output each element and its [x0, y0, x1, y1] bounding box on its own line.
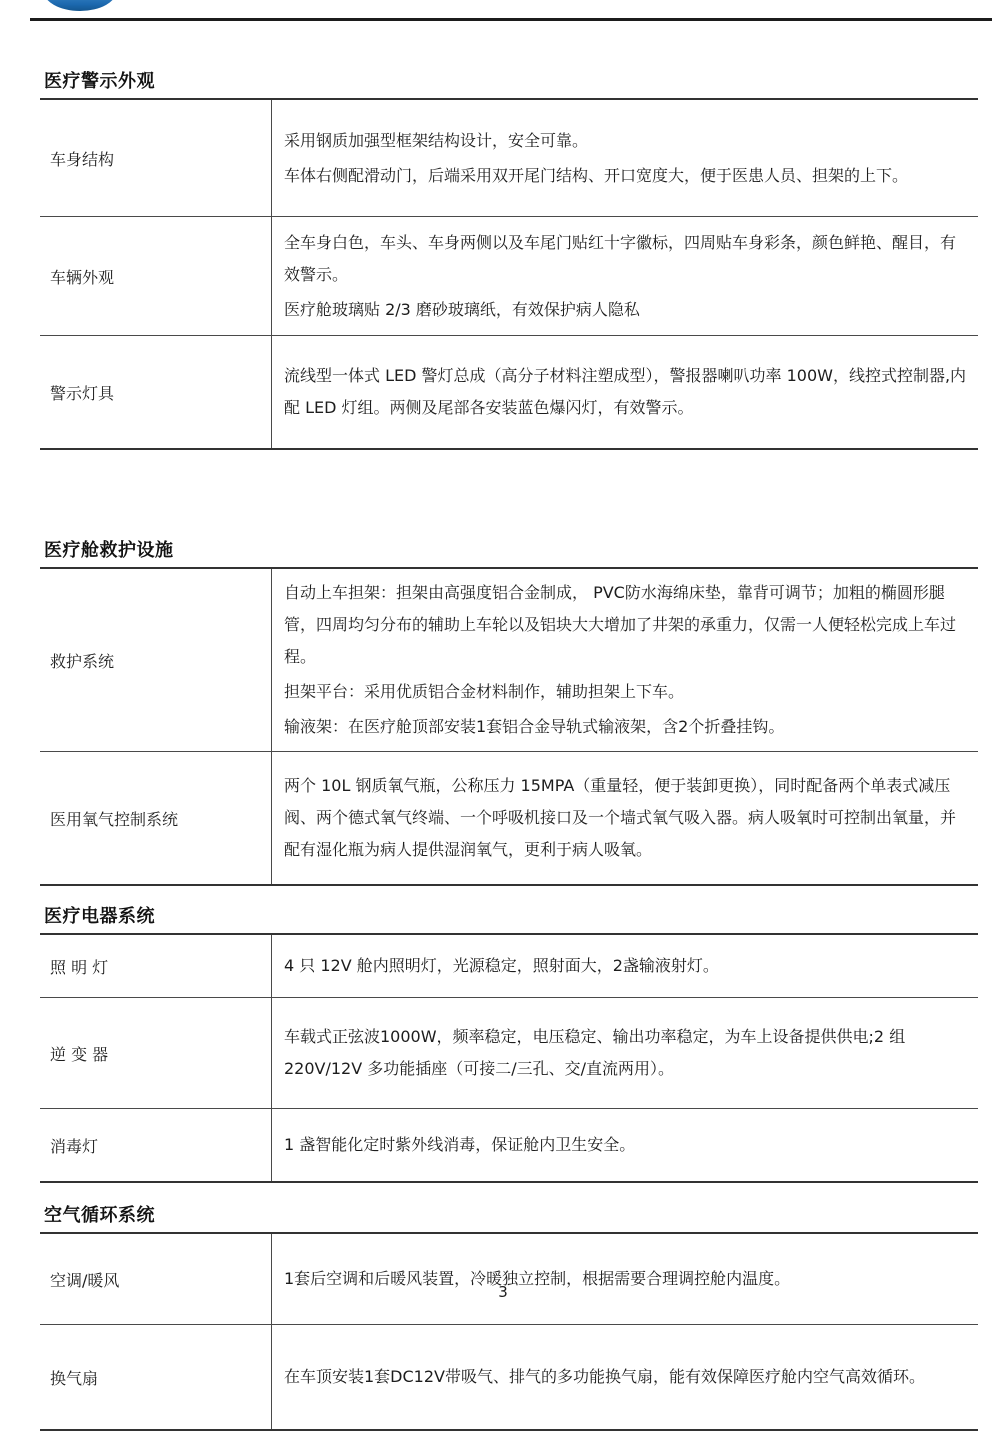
row-value: [272, 1233, 979, 1325]
row-label: 医用氧气控制系统: [40, 752, 272, 886]
paragraph: 流线型一体式 LED 警灯总成（高分子材料注塑成型），警报器喇叭功率 100W，线控式控制器,内配 LED 灯组。两侧及尾部各安装蓝色爆闪灯，有效警示。: [284, 366, 967, 417]
row-value: [272, 998, 979, 1109]
row-value: [272, 336, 979, 450]
spec-table: [40, 933, 978, 1183]
spec-table: [40, 567, 978, 886]
section-heading: 医疗舱救护设施: [44, 540, 174, 561]
paragraph: 医疗舱玻璃贴 2/3 磨砂玻璃纸，有效保护病人隐私: [284, 299, 640, 319]
table-row: [40, 1233, 978, 1325]
paragraph: 全车身白色，车头、车身两侧以及车尾门贴红十字徽标，四周贴车身彩条，颜色鲜艳、醒目，有效警示。: [284, 232, 957, 284]
document-body: [40, 21, 978, 1431]
section-medical-electrical-system: [40, 902, 978, 1183]
table-row: [40, 752, 978, 886]
row-label: 逆 变 器: [40, 998, 272, 1109]
row-label: 救护系统: [40, 568, 272, 752]
row-label: 消毒灯: [40, 1109, 272, 1183]
paragraph: 车载式正弦波1000W，频率稳定，电压稳定、输出功率稳定，为车上设备提供供电;2 组 220V/12V 多功能插座（可接二/三孔、交/直流两用）。: [284, 1027, 906, 1078]
row-label: 空调/暖风: [40, 1233, 272, 1325]
paragraph: 车体右侧配滑动门，后端采用双开尾门结构、开口宽度大，便于医患人员、担架的上下。: [284, 165, 909, 185]
row-label: 照 明 灯: [40, 934, 272, 998]
row-label: 车身结构: [40, 99, 272, 217]
paragraph: 1套后空调和后暖风装置，冷暖独立控制，根据需要合理调控舱内温度。: [284, 1269, 791, 1288]
page-number: 3: [498, 1283, 508, 1301]
section-heading: 空气循环系统: [44, 1205, 155, 1226]
table-row: [40, 568, 978, 752]
paragraph: 输液架：在医疗舱顶部安装1套铝合金导轨式输液架，含2个折叠挂钩。: [284, 717, 785, 736]
table-row: [40, 934, 978, 998]
paragraph: 担架平台：采用优质铝合金材料制作，辅助担架上下车。: [284, 682, 685, 701]
table-row: [40, 1109, 978, 1183]
paragraph: 4 只 12V 舱内照明灯，光源稳定，照射面大，2盏输液射灯。: [284, 956, 719, 975]
spec-table: [40, 98, 978, 450]
row-value: [272, 568, 979, 752]
section-medical-cabin-rescue-facilities: [40, 536, 978, 886]
row-value: [272, 934, 979, 998]
table-row: [40, 998, 978, 1109]
section-heading: 医疗电器系统: [44, 906, 155, 927]
paragraph: 1 盏智能化定时紫外线消毒，保证舱内卫生安全。: [284, 1135, 636, 1154]
row-label: 警示灯具: [40, 336, 272, 450]
table-row: [40, 99, 978, 217]
table-row: [40, 217, 978, 336]
row-label: 车辆外观: [40, 217, 272, 336]
row-label: 换气扇: [40, 1325, 272, 1431]
paragraph: 两个 10L 钢质氧气瓶，公称压力 15MPA（重量轻，便于装卸更换），同时配备两个单表式减压阀、两个德式氧气终端、一个呼吸机接口及一个墙式氧气吸入器。病人吸氧时可控制出氧量，并配有湿化瓶为病人提供湿润氧气，更利于病人吸氧。: [284, 776, 957, 859]
table-row: [40, 336, 978, 450]
row-value: [272, 1109, 979, 1183]
row-value: [272, 217, 979, 336]
table-row: [40, 1325, 978, 1431]
row-value: [272, 1325, 979, 1431]
spec-table: [40, 1232, 978, 1431]
section-heading: 医疗警示外观: [44, 71, 155, 92]
paragraph: 自动上车担架：担架由高强度铝合金制成， PVC防水海绵床垫，靠背可调节；加粗的椭圆形腿管，四周均匀分布的辅助上车轮以及铝块大大增加了井架的承重力，仅需一人便轻松完成上车过程。: [284, 583, 957, 666]
company-logo-icon: [43, 0, 117, 11]
section-air-circulation-system: [40, 1201, 978, 1431]
section-medical-warning-appearance: [40, 67, 978, 450]
row-value: [272, 752, 979, 886]
paragraph: 采用钢质加强型框架结构设计，安全可靠。: [284, 130, 589, 150]
paragraph: 在车顶安装1套DC12V带吸气、排气的多功能换气扇，能有效保障医疗舱内空气高效循环。: [284, 1367, 925, 1386]
row-value: [272, 99, 979, 217]
